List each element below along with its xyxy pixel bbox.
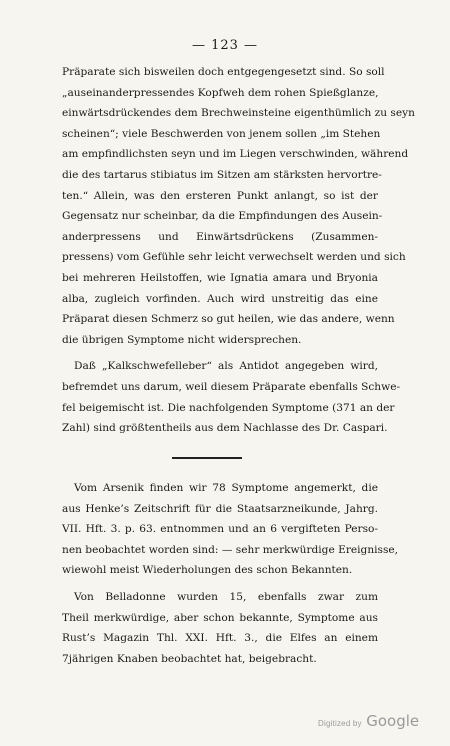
- text-line: ten.“ Allein, was den ersteren Punkt anlangt, so ist der: [62, 189, 378, 202]
- text-line: Von Belladonne wurden 15, ebenfalls zwar zum: [74, 590, 378, 603]
- watermark-prefix: Digitized by: [318, 719, 362, 728]
- text-line: aus Henke’s Zeitschrift für die Staatsarzneikunde, Jahrg.: [62, 502, 378, 515]
- text-line: Theil merkwürdige, aber schon bekannte, Symptome aus: [62, 611, 378, 624]
- text-line: Daß „Kalkschwefelleber“ als Antidot angegeben wird,: [74, 360, 378, 373]
- text-line: am empfindlichsten seyn und im Liegen verschwinden, während: [62, 148, 409, 161]
- paragraph-arsenik: [62, 478, 399, 581]
- text-line: VII. Hft. 3. p. 63. entnommen und an 6 vergifteten Perso-: [62, 523, 378, 536]
- text-line: anderpressens und Einwärtsdrückens (Zusammen-: [62, 230, 378, 243]
- section-divider: [172, 457, 242, 459]
- text-line: Präparate sich bisweilen doch entgegengesetzt sind. So soll: [62, 66, 385, 78]
- text-block-lower: [62, 478, 399, 669]
- text-line: nen beobachtet worden sind: — sehr merkwürdige Ereignisse,: [62, 543, 399, 556]
- text-line: Präparat diesen Schmerz so gut heilen, wie das andere, wenn: [62, 313, 395, 326]
- text-line: die des tartarus stibiatus im Sitzen am stärksten hervortre-: [62, 168, 382, 181]
- text-line: die übrigen Symptome nicht widersprechen.: [62, 333, 302, 346]
- text-line: Gegensatz nur scheinbar, da die Empfindungen des Ausein-: [62, 210, 383, 223]
- paragraph-continuation: [62, 62, 415, 350]
- paragraph-belladonne: [62, 587, 378, 669]
- text-line: einwärtsdrückendes dem Brechweinsteine eigenthümlich zu seyn: [62, 107, 415, 120]
- text-line: scheinen“; viele Beschwerden von jenem sollen „im Stehen: [62, 127, 381, 140]
- text-line: befremdet uns darum, weil diesem Präparate ebenfalls Schwe-: [62, 380, 401, 393]
- watermark-brand: Google: [366, 712, 420, 730]
- text-block-upper: [62, 62, 415, 439]
- text-line: wiewohl meist Wiederholungen des schon Bekannten.: [62, 564, 353, 577]
- digitized-watermark: [318, 712, 419, 731]
- text-line: fel beigemischt ist. Die nachfolgenden Symptome (371 an der: [62, 401, 395, 414]
- text-line: Vom Arsenik finden wir 78 Symptome angemerkt, die: [74, 482, 378, 494]
- text-line: alba, zugleich vorfinden. Auch wird unstreitig das eine: [62, 292, 378, 305]
- page-number: — 123 —: [191, 38, 259, 53]
- text-line: „auseinanderpressendes Kopfweh dem rohen Spießglanze,: [62, 86, 379, 99]
- text-line: Zahl) sind größtentheils aus dem Nachlasse des Dr. Caspari.: [62, 422, 388, 435]
- text-line: bei mehreren Heilstoffen, wie Ignatia amara und Bryonia: [62, 271, 378, 284]
- text-line: pressens) vom Gefühle sehr leicht verwechselt werden und sich: [62, 251, 406, 264]
- text-line: 7jährigen Knaben beobachtet hat, beigebracht.: [62, 652, 317, 665]
- text-line: Rust’s Magazin Thl. XXI. Hft. 3., die Elfes an einem: [62, 632, 378, 645]
- paragraph-kalkschwefelleber: [62, 356, 401, 438]
